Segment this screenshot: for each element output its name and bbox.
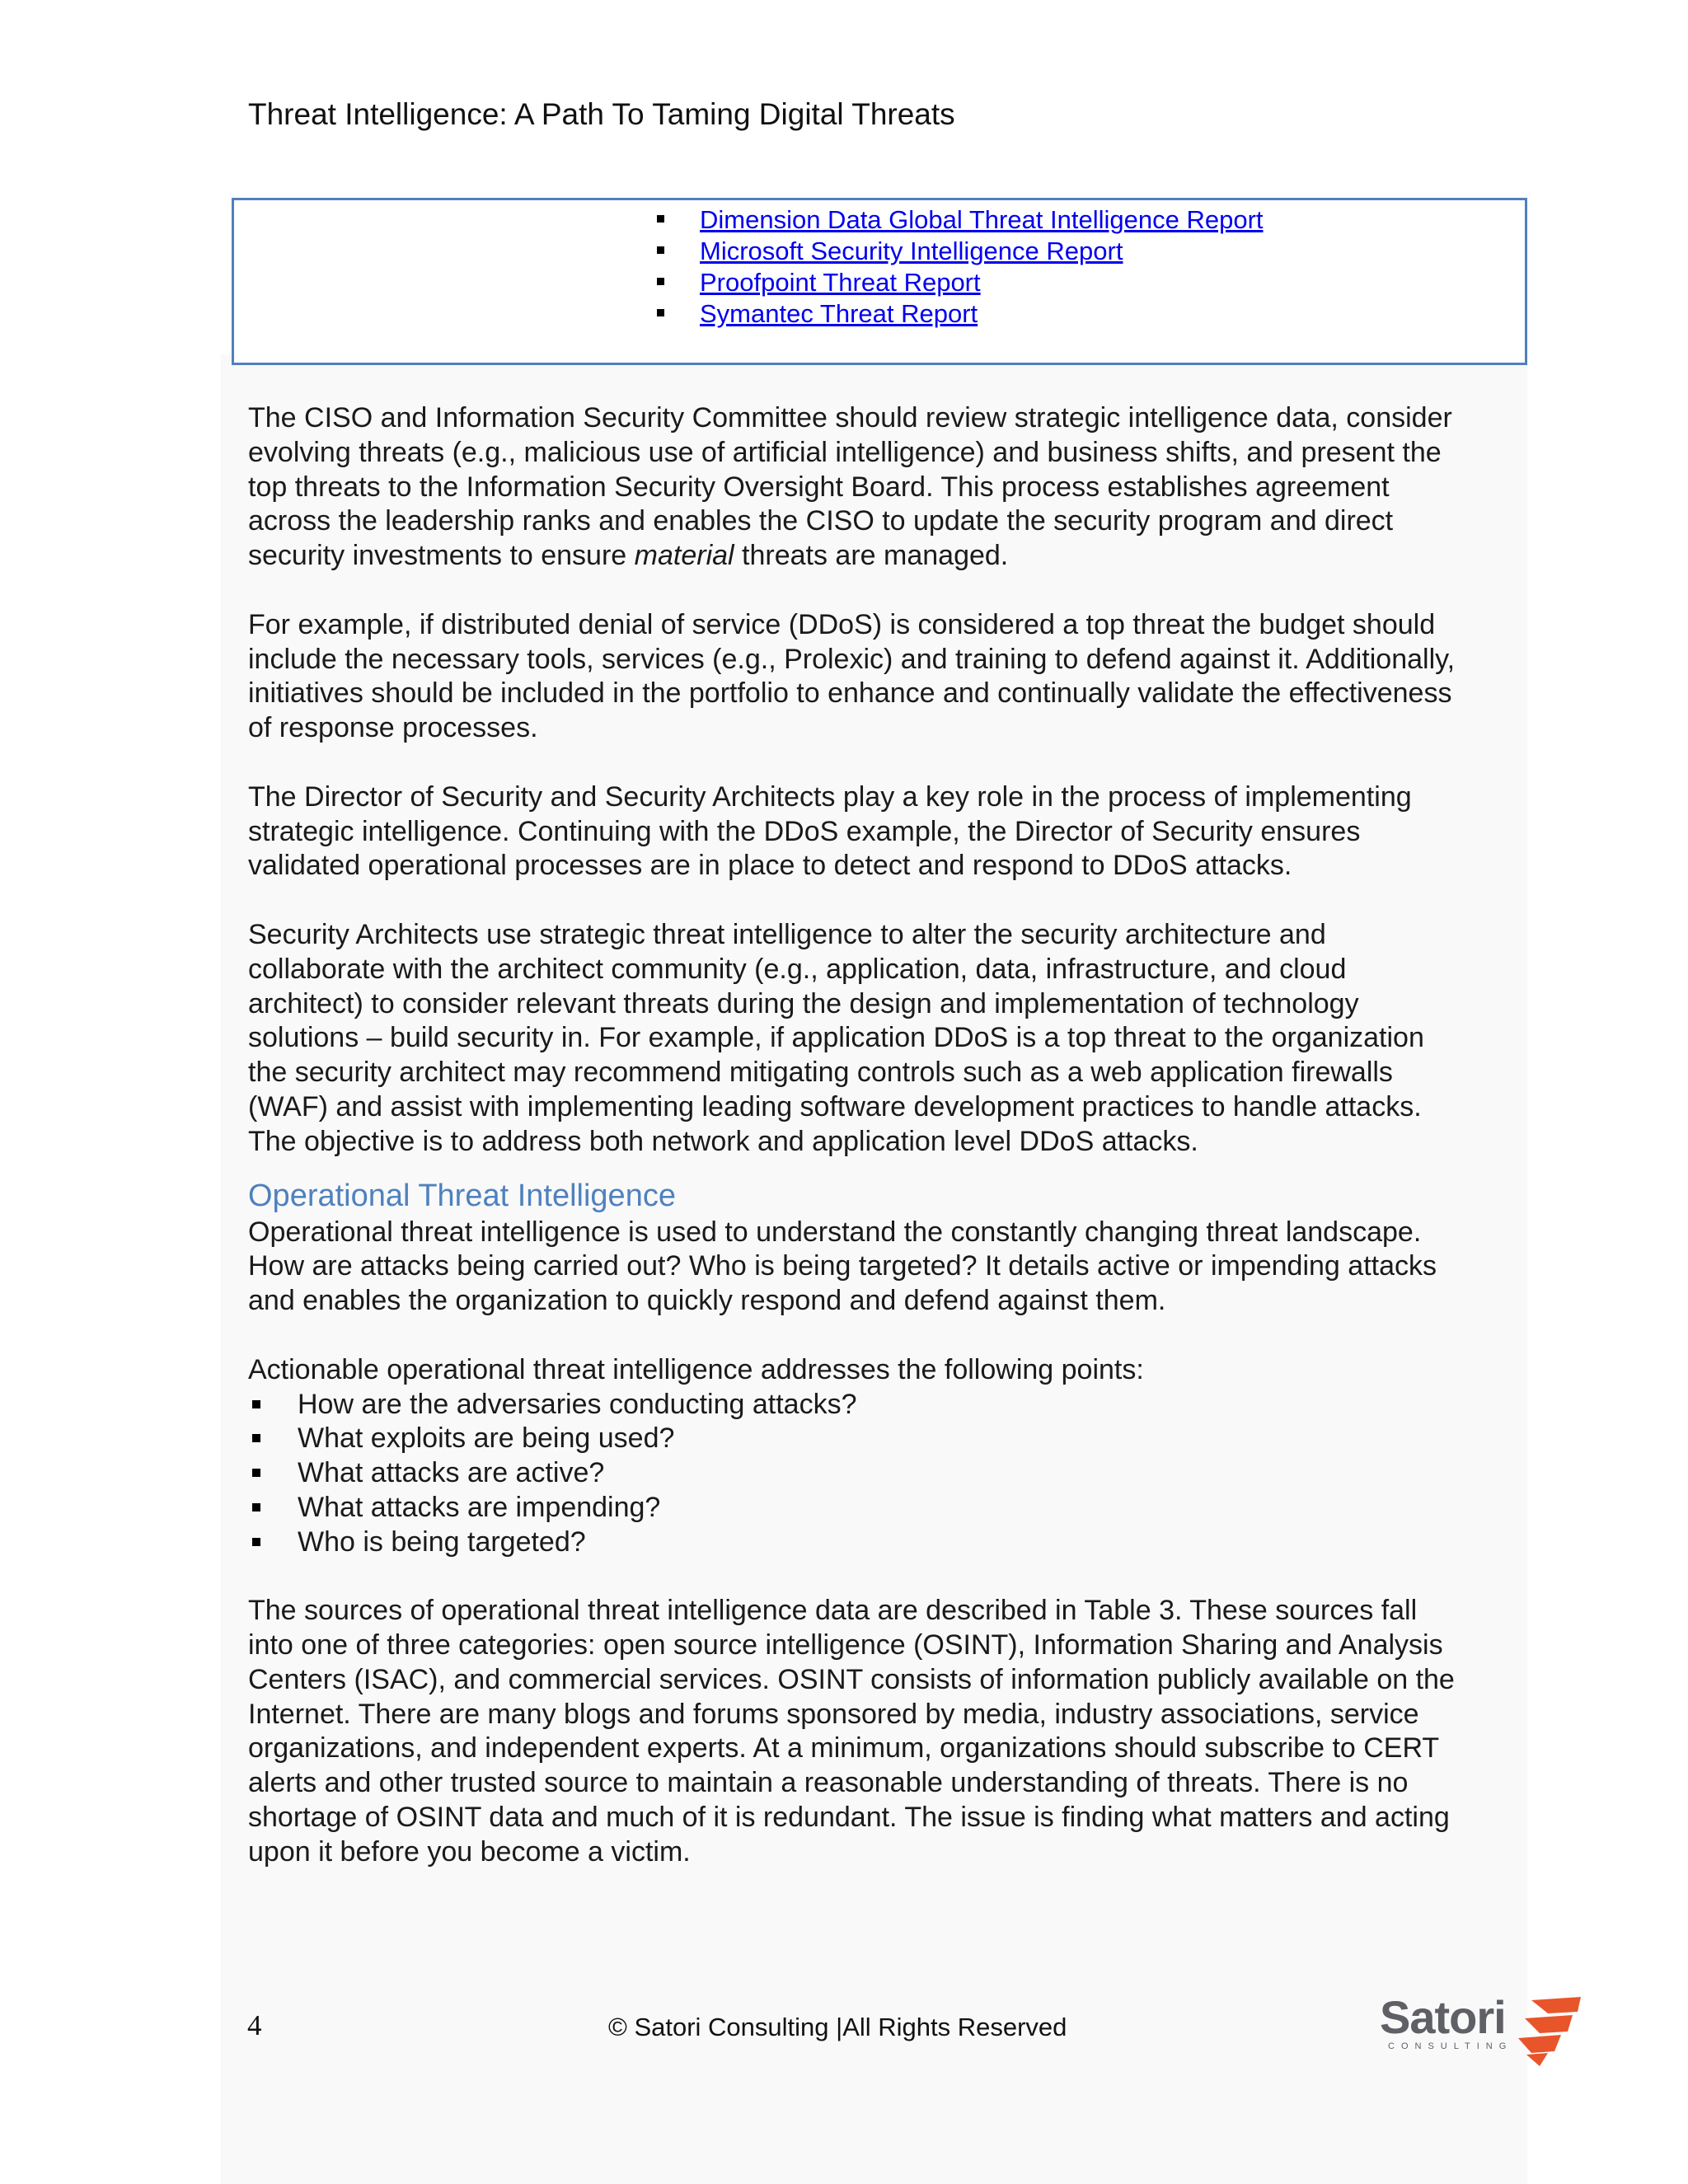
square-bullet-icon <box>252 1503 260 1511</box>
report-link-proofpoint[interactable]: Proofpoint Threat Report <box>700 268 981 297</box>
list-item: Who is being targeted? <box>248 1526 1468 1560</box>
satori-logo <box>1375 1990 1589 2064</box>
list-item <box>650 204 1264 236</box>
copyright-notice: © Satori Consulting |All Rights Reserved <box>608 2013 1067 2041</box>
square-bullet-icon <box>252 1538 260 1546</box>
report-link-dimension-data[interactable]: Dimension Data Global Threat Intelligence Report <box>700 205 1264 234</box>
square-bullet-icon <box>657 278 664 285</box>
running-header: Threat Intelligence: A Path To Taming Digital Threats <box>248 97 955 131</box>
list-item: What attacks are impending? <box>248 1491 1468 1526</box>
square-bullet-icon <box>252 1400 260 1408</box>
list-item <box>650 298 1264 330</box>
paragraph-director: The Director of Security and Security Architects play a key role in the process of implementing strategic intelligence. Continuing with the DDoS example, the Director of Security ensures validated operational processes are in place to detect and respond to DDoS attacks. <box>248 780 1412 882</box>
paragraph-ciso: The CISO and Information Security Committee should review strategic intelligence data, consider evolving threats (e.g., malicious use of artificial intelligence) and business shifts, and present the top threats to the Information Security Oversight Board. This process establishes agreement across the leadership ranks and enables the CISO to update the security program and direct security investments to ensure material threats are managed. <box>248 402 1452 572</box>
logo-wordmark: Satori <box>1380 1991 1506 2043</box>
list-item <box>650 267 1264 298</box>
paragraph-sources: The sources of operational threat intelligence data are described in Table 3. These sources fall into one of three categories: open source intelligence (OSINT), Information Sharing and Analysis Centers (ISAC), and commercial services. OSINT consists of information publicly available on the Internet. There are many blogs and forums sponsored by media, industry associations, service organizations, and independent experts. At a minimum, organizations should subscribe to CERT alerts and other trusted source to maintain a reasonable understanding of threats. There is no shortage of OSINT data and much of it is redundant. The issue is finding what matters and acting upon it before you become a victim. <box>248 1595 1455 1868</box>
emphasis-material: material <box>634 540 734 572</box>
logo-mark-icon <box>1515 1997 1582 2066</box>
list-item <box>650 236 1264 267</box>
paragraph-actionable: Actionable operational threat intelligence addresses the following points: <box>248 1353 1144 1385</box>
paragraph-ddos-example: For example, if distributed denial of service (DDoS) is considered a top threat the budget should include the necessary tools, services (e.g., Prolexic) and training to defend against it. Additionally, initiatives should be included in the portfolio to enhance and continually validate the effectiveness of response processes. <box>248 608 1456 744</box>
list-item: How are the adversaries conducting attacks? <box>248 1388 1468 1422</box>
square-bullet-icon <box>657 246 664 254</box>
page-number: 4 <box>247 2009 262 2041</box>
square-bullet-icon <box>657 215 664 223</box>
related-reports-box <box>232 198 1527 365</box>
list-item: What exploits are being used? <box>248 1422 1468 1456</box>
report-link-symantec[interactable]: Symantec Threat Report <box>700 299 978 328</box>
square-bullet-icon <box>657 309 664 316</box>
logo-subtitle: CONSULTING <box>1388 2041 1513 2051</box>
square-bullet-icon <box>252 1469 260 1477</box>
square-bullet-icon <box>252 1434 260 1442</box>
paragraph-operational: Operational threat intelligence is used to understand the constantly changing threat landscape. How are attacks being carried out? Who is being targeted? It details active or impending attacks and enables the organization to quickly respond and defend against them. <box>248 1216 1437 1317</box>
points-list <box>248 1388 1468 1560</box>
paragraph-architects: Security Architects use strategic threat intelligence to alter the security architecture and collaborate with the architect community (e.g., application, data, infrastructure, and cloud architect) to consider relevant threats during the design and implementation of technology solutions – build security in. For example, if application DDoS is a top threat to the organization the security architect may recommend mitigating controls such as a web application firewalls (WAF) and assist with implementing leading software development practices to handle attacks. The objective is to address both network and application level DDoS attacks. <box>248 918 1424 1157</box>
list-item: What attacks are active? <box>248 1456 1468 1491</box>
body-content <box>248 401 1468 1904</box>
report-link-list <box>650 204 1264 330</box>
report-link-microsoft[interactable]: Microsoft Security Intelligence Report <box>700 237 1123 265</box>
section-heading: Operational Threat Intelligence <box>248 1178 676 1213</box>
